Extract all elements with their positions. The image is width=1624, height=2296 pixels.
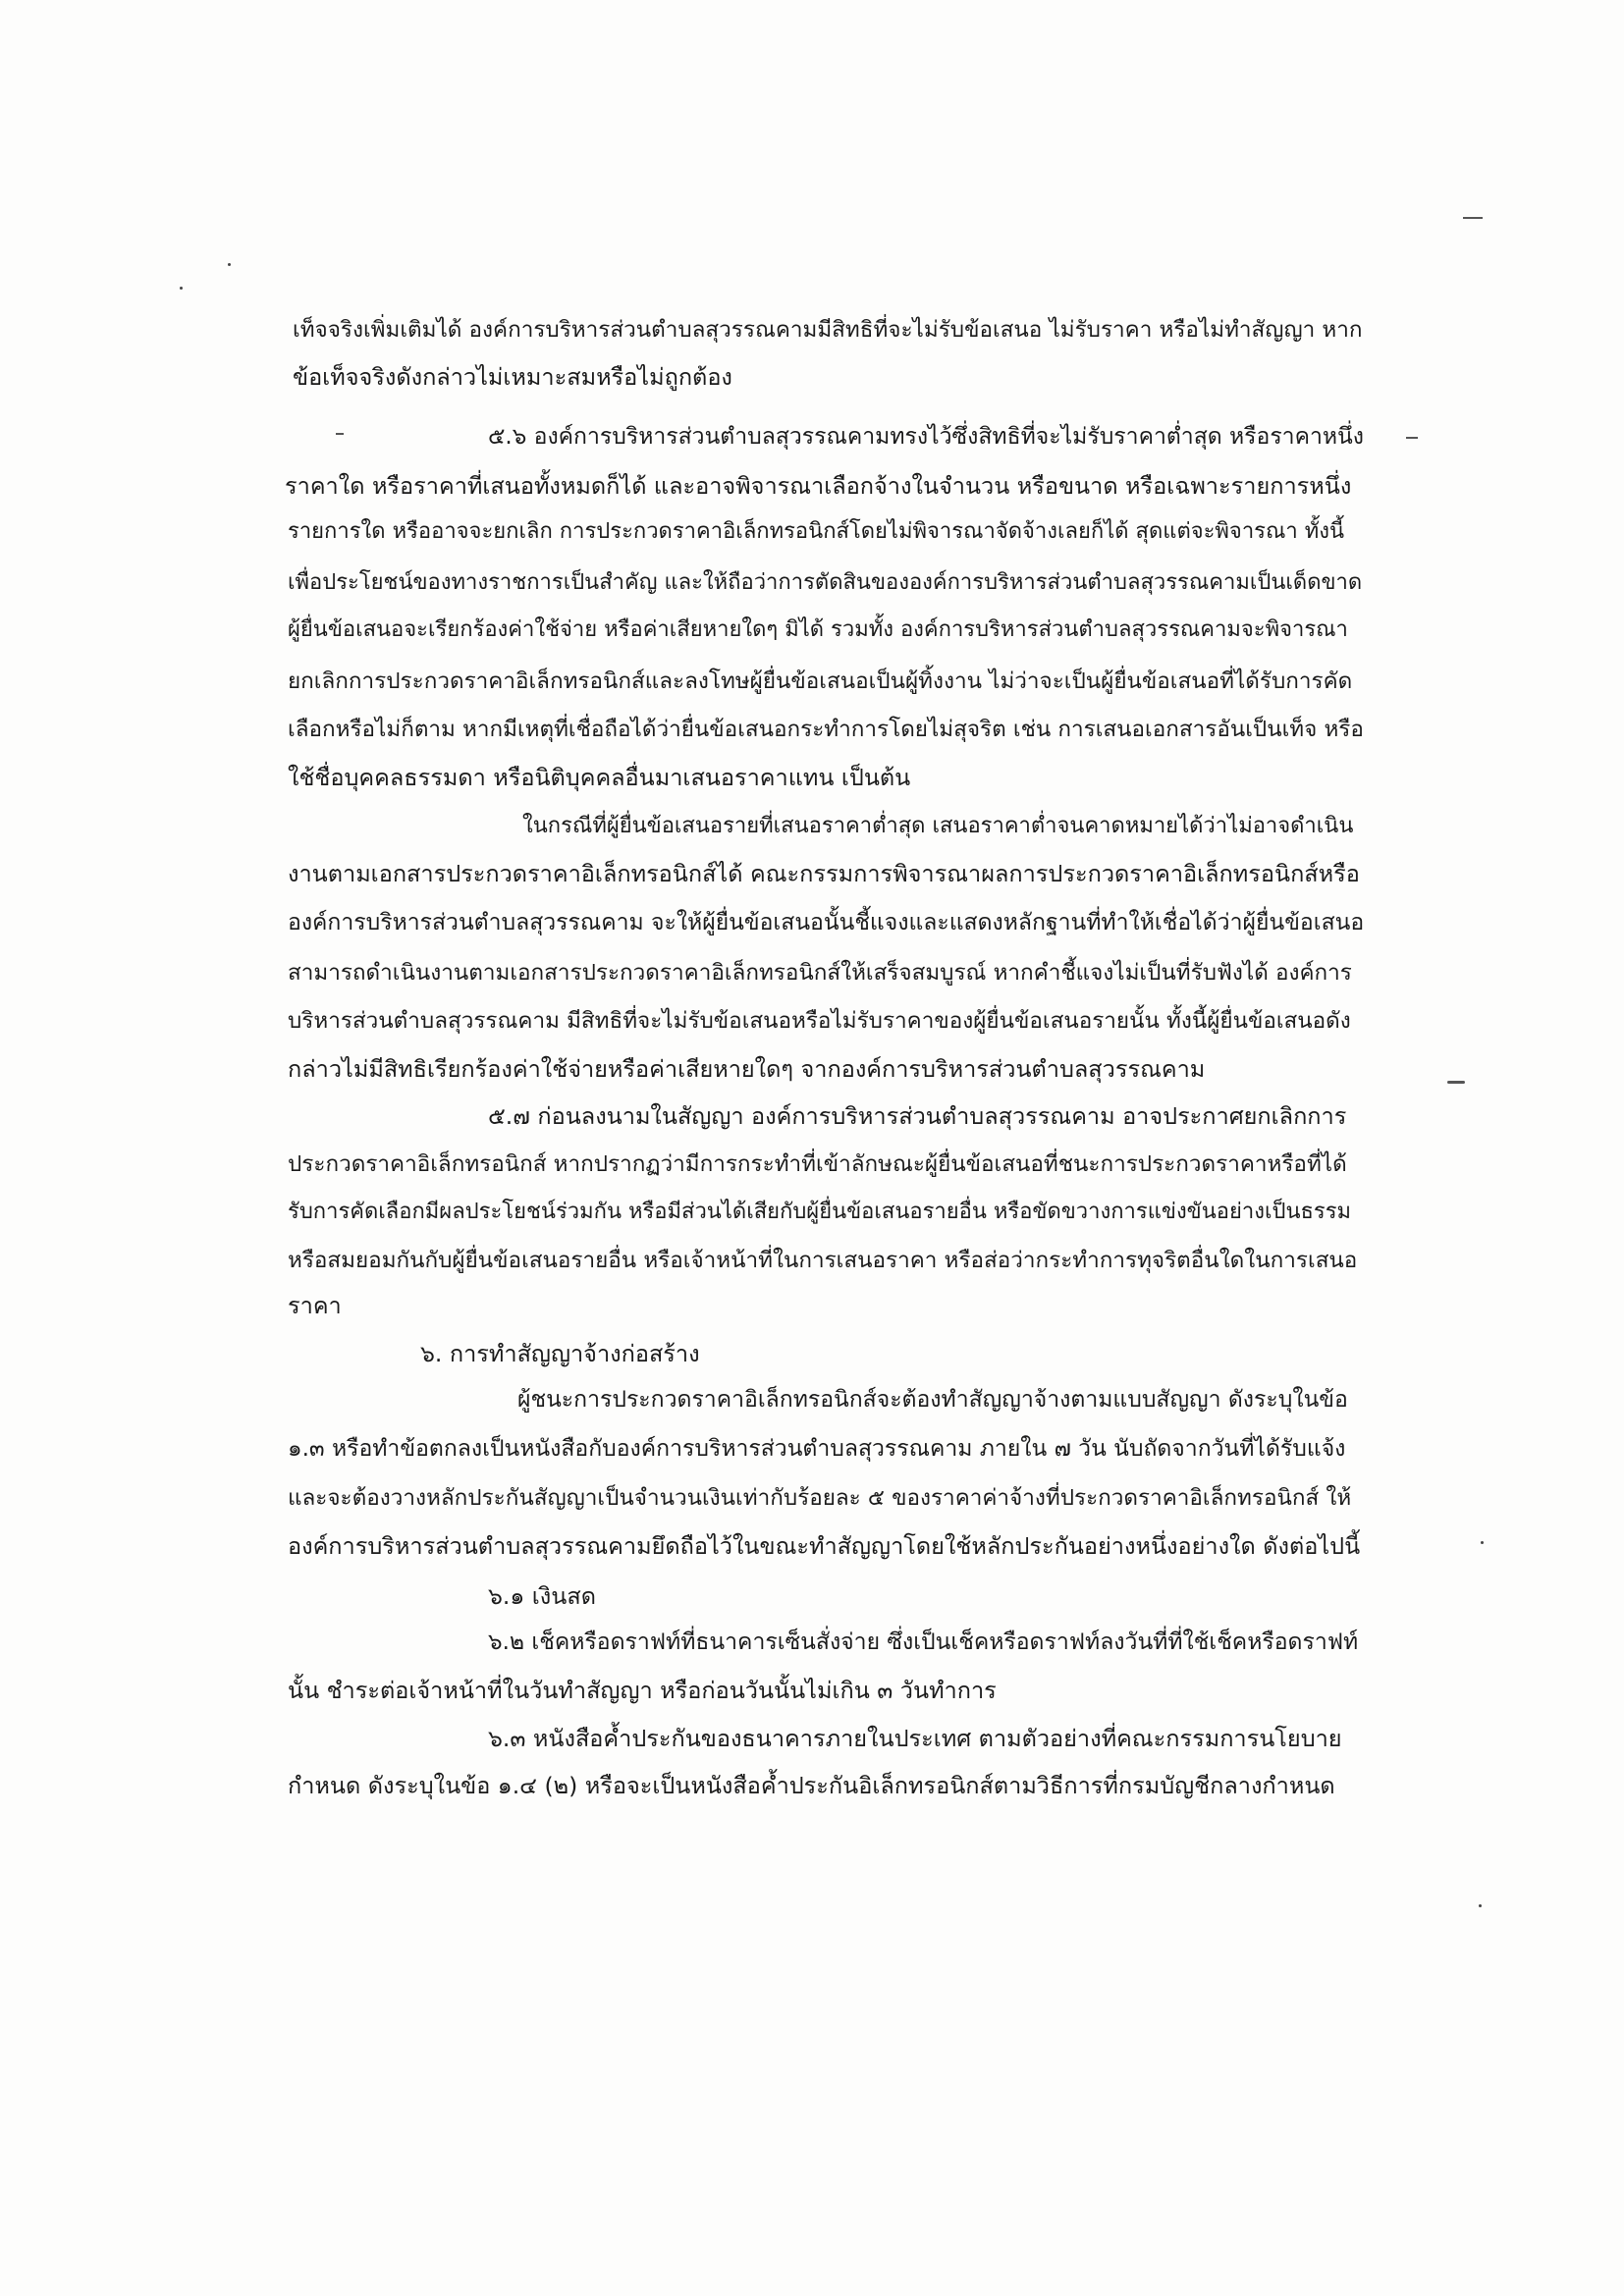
body-line: ใช้ชื่อบุคคลธรรมดา หรือนิติบุคคลอื่นมาเสนอราคาแทน เป็นต้น xyxy=(288,764,911,791)
scan-dot xyxy=(1479,1904,1482,1907)
clause-6-2: ๖.๒ เช็คหรือดราฟท์ที่ธนาคารเซ็นสั่งจ่าย ซึ่งเป็นเช็คหรือดราฟท์ลงวันที่ที่ใช้เช็คหรือดราฟท์ xyxy=(488,1629,1359,1655)
scan-mark-top-right xyxy=(1463,217,1483,219)
clause-6-1: ๖.๑ เงินสด xyxy=(488,1582,596,1610)
body-line: เพื่อประโยชน์ของทางราชการเป็นสำคัญ และให้ถือว่าการตัดสินขององค์การบริหารส่วนตำบลสุวรรณคามเป็นเด็ดขาด xyxy=(288,570,1363,595)
section-6-heading: ๖. การทำสัญญาจ้างก่อสร้าง xyxy=(420,1340,700,1367)
clause-5-7: ๕.๗ ก่อนลงนามในสัญญา องค์การบริหารส่วนตำบลสุวรรณคาม อาจประกาศยกเลิกการ xyxy=(488,1102,1347,1130)
scan-dot xyxy=(1481,1541,1484,1544)
body-line: กำหนด ดังระบุในข้อ ๑.๔ (๒) หรือจะเป็นหนังสือค้ำประกันอิเล็กทรอนิกส์ตามวิธีการที่กรมบัญชีกลางกำหนด xyxy=(288,1772,1335,1799)
body-line: สามารถดำเนินงานตามเอกสารประกวดราคาอิเล็กทรอนิกส์ให้เสร็จสมบูรณ์ หากคำชี้แจงไม่เป็นที่รับฟังได้ องค์การ xyxy=(288,960,1352,986)
scan-dot xyxy=(228,263,231,266)
body-line: และจะต้องวางหลักประกันสัญญาเป็นจำนวนเงินเท่ากับร้อยละ ๕ ของราคาค่าจ้างที่ประกวดราคาอิเล็กทรอนิกส์ ให้ xyxy=(288,1485,1352,1511)
body-line: ราคา xyxy=(288,1292,342,1319)
clause-6-3: ๖.๓ หนังสือค้ำประกันของธนาคารภายในประเทศ ตามตัวอย่างที่คณะกรรมการนโยบาย xyxy=(488,1725,1342,1752)
body-line: ข้อเท็จจริงดังกล่าวไม่เหมาะสมหรือไม่ถูกต้อง xyxy=(293,363,732,391)
body-line: ผู้ยื่นข้อเสนอจะเรียกร้องค่าใช้จ่าย หรือค่าเสียหายใดๆ มิได้ รวมทั้ง องค์การบริหารส่วนตำบลสุวรรณคามจะพิจารณา xyxy=(288,617,1348,642)
scan-mark-side xyxy=(1447,1081,1465,1084)
body-line: ราคาใด หรือราคาที่เสนอทั้งหมดก็ได้ และอาจพิจารณาเลือกจ้างในจำนวน หรือขนาด หรือเฉพาะรายการหนึ่ง xyxy=(285,472,1352,500)
body-line: หรือสมยอมกันกับผู้ยื่นข้อเสนอรายอื่น หรือเจ้าหน้าที่ในการเสนอราคา หรือส่อว่ากระทำการทุจริตอื่นใดในการเสนอ xyxy=(288,1248,1358,1273)
paragraph-contract: ผู้ชนะการประกวดราคาอิเล็กทรอนิกส์จะต้องทำสัญญาจ้างตามแบบสัญญา ดังระบุในข้อ xyxy=(517,1387,1348,1413)
clause-5-6: ๕.๖ องค์การบริหารส่วนตำบลสุวรรณคามทรงไว้ซึ่งสิทธิที่จะไม่รับราคาต่ำสุด หรือราคาหนึ่ง xyxy=(488,424,1365,450)
body-line: รับการคัดเลือกมีผลประโยชน์ร่วมกัน หรือมีส่วนได้เสียกับผู้ยื่นข้อเสนอรายอื่น หรือขัดขวางการแข่งขันอย่างเป็นธรรม xyxy=(288,1200,1352,1224)
scan-mark-dash xyxy=(1406,437,1418,439)
body-line: ๑.๓ หรือทำข้อตกลงเป็นหนังสือกับองค์การบริหารส่วนตำบลสุวรรณคาม ภายใน ๗ วัน นับถัดจากวันที่ได้รับแจ้ง xyxy=(288,1436,1346,1462)
scan-dot xyxy=(180,287,183,290)
body-line: องค์การบริหารส่วนตำบลสุวรรณคาม จะให้ผู้ยื่นข้อเสนอนั้นชี้แจงและแสดงหลักฐานที่ทำให้เชื่อได้ว่าผู้ยื่นข้อเสนอ xyxy=(288,910,1365,935)
body-line: องค์การบริหารส่วนตำบลสุวรรณคามยึดถือไว้ในขณะทำสัญญาโดยใช้หลักประกันอย่างหนึ่งอย่างใด ดังต่อไปนี้ xyxy=(288,1532,1361,1560)
body-line: เลือกหรือไม่ก็ตาม หากมีเหตุที่เชื่อถือได้ว่ายื่นข้อเสนอกระทำการโดยไม่สุจริต เช่น การเสนอเอกสารอันเป็นเท็จ หรือ xyxy=(288,717,1364,742)
paragraph-lowest-bid: ในกรณีที่ผู้ยื่นข้อเสนอรายที่เสนอราคาต่ำสุด เสนอราคาต่ำจนคาดหมายได้ว่าไม่อาจดำเนิน xyxy=(522,814,1354,838)
body-line: นั้น ชำระต่อเจ้าหน้าที่ในวันทำสัญญา หรือก่อนวันนั้นไม่เกิน ๓ วันทำการ xyxy=(288,1677,997,1704)
body-line: กล่าวไม่มีสิทธิเรียกร้องค่าใช้จ่ายหรือค่าเสียหายใดๆ จากองค์การบริหารส่วนตำบลสุวรรณคาม xyxy=(288,1055,1206,1083)
body-line: เท็จจริงเพิ่มเติมได้ องค์การบริหารส่วนตำบลสุวรรณคามมีสิทธิที่จะไม่รับข้อเสนอ ไม่รับราคา หรือไม่ทำสัญญา หาก xyxy=(293,317,1363,343)
body-line: รายการใด หรืออาจจะยกเลิก การประกวดราคาอิเล็กทรอนิกส์โดยไม่พิจารณาจัดจ้างเลยก็ได้ สุดแต่จะพิจารณา ทั้งนี้ xyxy=(288,519,1345,544)
body-line: บริหารส่วนตำบลสุวรรณคาม มีสิทธิที่จะไม่รับข้อเสนอหรือไม่รับราคาของผู้ยื่นข้อเสนอรายนั้น ทั้งนี้ผู้ยื่นข้อเสนอดัง xyxy=(288,1008,1351,1034)
body-line: งานตามเอกสารประกวดราคาอิเล็กทรอนิกส์ได้ คณะกรรมการพิจารณาผลการประกวดราคาอิเล็กทรอนิกส์หรือ xyxy=(288,860,1360,887)
body-line: ประกวดราคาอิเล็กทรอนิกส์ หากปรากฏว่ามีการกระทำที่เข้าลักษณะผู้ยื่นข้อเสนอที่ชนะการประกวดราคาหรือที่ได้ xyxy=(288,1151,1347,1177)
body-line: ยกเลิกการประกวดราคาอิเล็กทรอนิกส์และลงโทษผู้ยื่นข้อเสนอเป็นผู้ทิ้งงาน ไม่ว่าจะเป็นผู้ยื่นข้อเสนอที่ได้รับการคัด xyxy=(288,668,1353,694)
scan-mark-dash xyxy=(336,433,344,435)
